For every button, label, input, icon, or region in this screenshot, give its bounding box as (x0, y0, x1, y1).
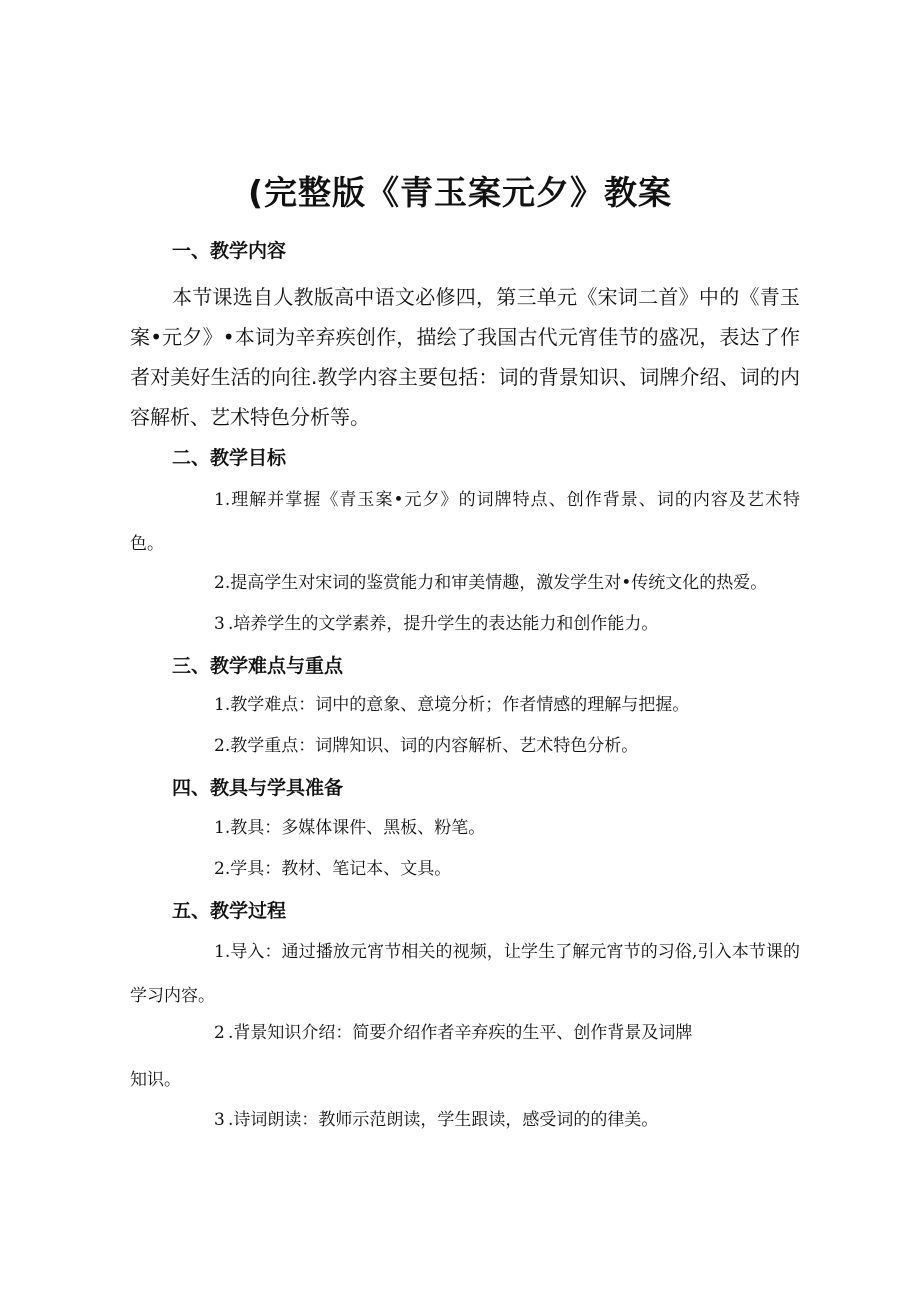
item-number: 1 (214, 490, 225, 510)
section-heading-difficulties: 三、教学难点与重点 (172, 655, 344, 677)
item-number: 3 (214, 614, 225, 634)
item-text: .背景知识介绍：简要介绍作者辛弃疾的生平、创作背景及词牌 (228, 1023, 693, 1043)
list-item-goal-3 (130, 602, 800, 646)
list-item-material-1 (130, 806, 800, 850)
item-text: .教具：多媒体课件、黑板、粉笔。 (224, 818, 486, 838)
item-text: .诗词朗读：教师示范朗读，学生跟读，感受词的的律美。 (228, 1110, 659, 1130)
list-item-difficulty-1 (130, 683, 800, 727)
item-number: 1 (214, 818, 225, 838)
section-body-teaching-content: 本节课选自人教版高中语文必修四，第三单元《宋词二首》中的《青玉案•元夕》•本词为辛弃疾创作，描绘了我国古代元宵佳节的盛况，表达了作者对美好生活的向往.教学内容主要包括：词的背景知识、词牌介绍、词的内容解析、艺术特色分析等。 (130, 285, 800, 429)
item-number: 3 (214, 1110, 225, 1130)
list-item-goal-2 (130, 561, 800, 605)
item-number: 2 (214, 573, 225, 593)
section-heading-teaching-content: 一、教学内容 (172, 240, 287, 262)
item-text: .学具：教材、笔记本、文具。 (224, 859, 452, 879)
item-text: .导入：通过播放元宵节相关的视频，让学生了解元宵节的习俗,引入本节课的学习内容。 (130, 942, 800, 1006)
list-item-process-1 (130, 930, 800, 1018)
document-title: (完整版《青玉案元夕》教案 (247, 173, 673, 212)
item-number: 1 (214, 695, 225, 715)
list-item-goal-1 (130, 478, 800, 566)
list-item-material-2 (130, 847, 800, 891)
item-number: 2 (214, 736, 225, 756)
list-item-process-3 (130, 1098, 800, 1142)
item-text: .提高学生对宋词的鉴赏能力和审美情趣，激发学生对•传统文化的热爱。 (224, 573, 768, 593)
item-number: 2 (214, 1023, 225, 1043)
list-item-process-2 (130, 1011, 740, 1055)
item-text: .理解并掌握《青玉案•元夕》的词牌特点、创作背景、词的内容及艺术特色。 (130, 490, 800, 554)
section-heading-teaching-goals: 二、教学目标 (172, 447, 287, 469)
item-number: 2 (214, 859, 225, 879)
section-heading-materials: 四、教具与学具准备 (172, 777, 344, 799)
list-item-process-2-continuation: 知识。 (130, 1070, 181, 1090)
item-text: .教学重点：词牌知识、词的内容解析、艺术特色分析。 (224, 736, 639, 756)
list-item-difficulty-2 (130, 724, 800, 768)
section-heading-process: 五、教学过程 (172, 900, 287, 922)
item-text: .培养学生的文学素养，提升学生的表达能力和创作能力。 (228, 614, 659, 634)
item-number: 1 (214, 942, 225, 962)
item-text: .教学难点：词中的意象、意境分析；作者情感的理解与把握。 (224, 695, 690, 715)
